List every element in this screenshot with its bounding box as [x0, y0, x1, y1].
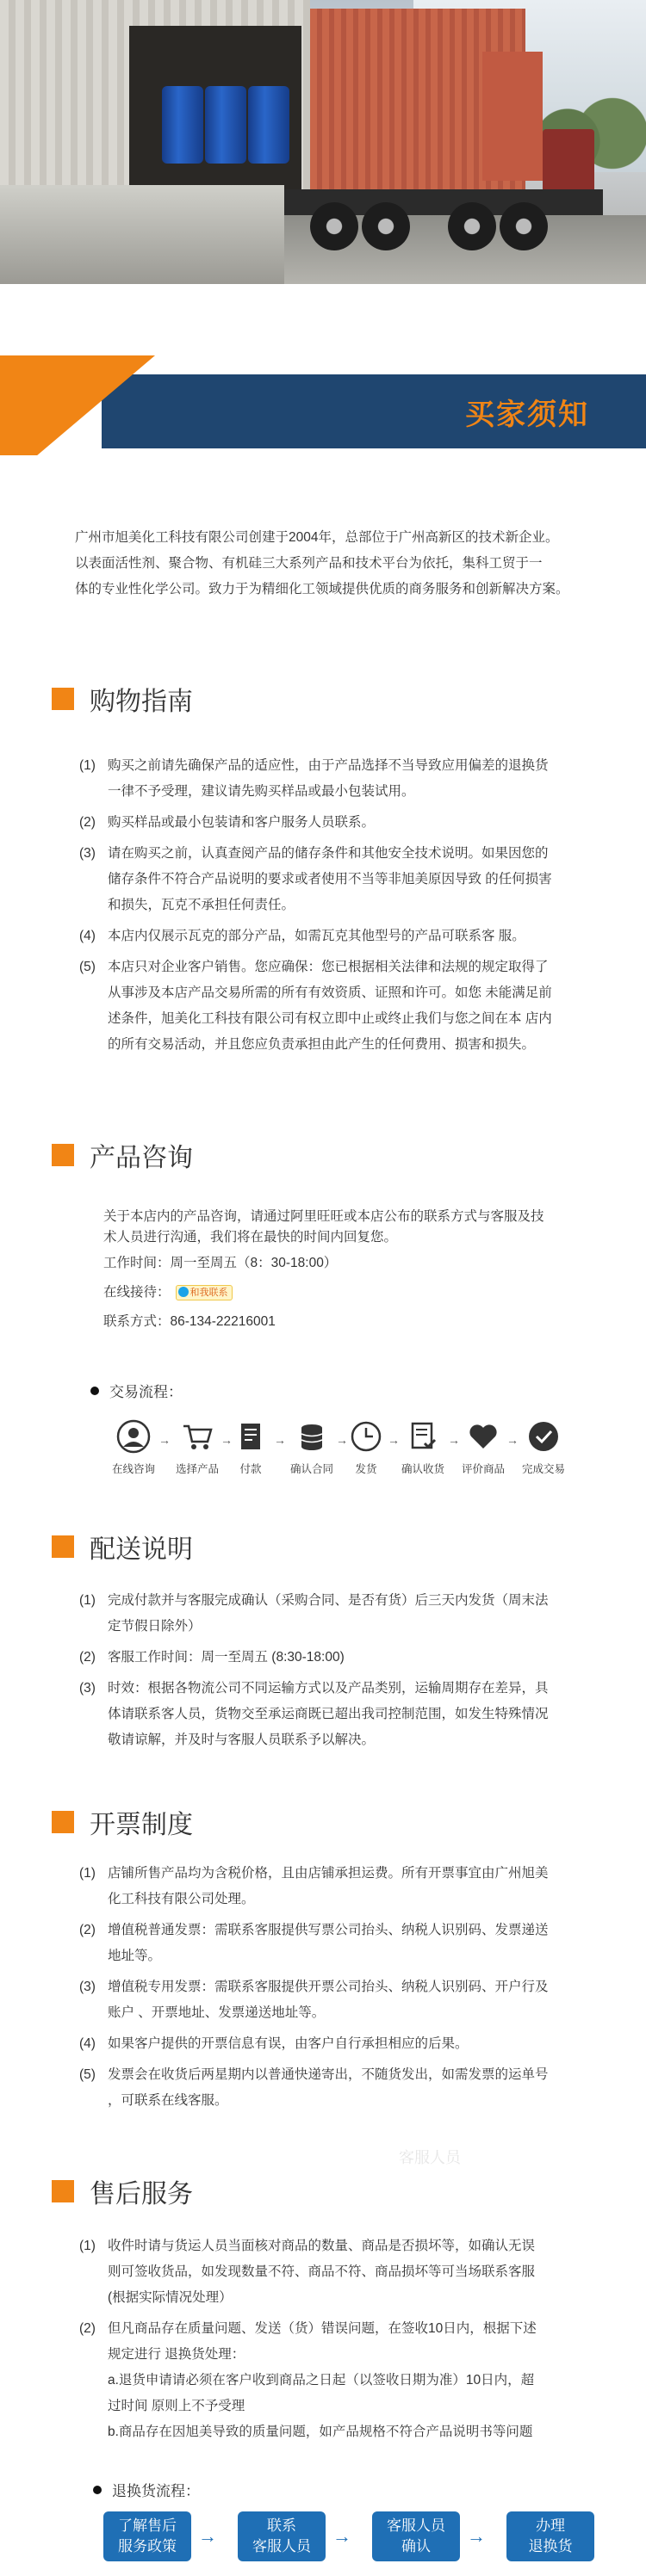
returnflow-title: 退换货流程：: [93, 2479, 200, 2500]
flow-step-3: 客服人员 确认: [372, 2511, 460, 2561]
list-item: (4) 如果客户提供的开票信息有误，由客户自行承担相应的后果。: [79, 2036, 469, 2051]
hero-photo: [0, 0, 646, 284]
cart-icon: [178, 1418, 216, 1455]
list-item: (3) 时效：根据各物流公司不同运输方式以及产品类别，运输周期存在差异，具 体请联系客人员，货物交至承运商既已超出我司控制范围，如发生特殊情况 敬请谅解，并及时与客服人员联系予以解决。: [79, 1681, 549, 1747]
list-item: (2) 增值税普通发票：需联系客服提供写票公司抬头、纳税人识别码、发票递送 地址等。: [79, 1923, 549, 1963]
list-item: (1) 完成付款并与客服完成确认（采购合同、是否有货）后三天内发货（周末法 定节假日除外）: [79, 1593, 549, 1634]
list-item: (1) 店铺所售产品均为含税价格，且由店铺承担运费。所有开票事宜由广州旭美 化工科技有限公司处理。: [79, 1866, 549, 1906]
process-title: 交易流程：: [90, 1380, 183, 1401]
section-heading-invoice: 开票制度: [52, 1805, 193, 1839]
arrow-right-icon: →: [467, 2525, 486, 2547]
coins-icon: [293, 1418, 331, 1455]
check-circle-icon: [525, 1418, 562, 1455]
list-item: (3) 增值税专用发票：需联系客服提供开票公司抬头、纳税人识别码、开户行及 账户 、开票地址、发票递送地址等。: [79, 1980, 549, 2020]
step-select-product: 选择产品: [165, 1418, 229, 1476]
step-online-consult: 在线咨询: [102, 1418, 165, 1476]
section-heading-aftersale: 售后服务: [52, 2174, 193, 2208]
wangwang-contact-button[interactable]: 和我联系: [176, 1285, 233, 1300]
step-review: 评价商品: [451, 1418, 515, 1476]
list-item: (1) 收件时请与货运人员当面核对商品的数量、商品是否损坏等，如确认无误 则可签收货品，如发现数量不符、商品不符、商品损坏等可当场联系客服 (根据实际情况处理）: [79, 2239, 536, 2305]
return-flow: [103, 2511, 637, 2565]
list-item: (5) 发票会在收货后两星期内以普通快递寄出，不随货发出，如需发票的运单号 ，可联系在线客服。: [79, 2067, 549, 2108]
document-icon: [232, 1418, 270, 1455]
step-complete: 完成交易: [512, 1418, 575, 1476]
title-banner: [0, 355, 646, 455]
list-item: (3) 请在购买之前，认真查阅产品的储存条件和其他安全技术说明。如果因您的 储存条件不符合产品说明的要求或者使用不当等非旭美原因导致 的任何损害 和损失，瓦克不承担任何责任。: [79, 846, 552, 912]
arrow-right-icon: →: [332, 2525, 351, 2547]
flow-step-2: 联系 客服人员: [238, 2511, 326, 2561]
step-confirm-receipt: 确认收货: [391, 1418, 455, 1476]
invoice-list: [79, 1861, 627, 2119]
heart-icon: [464, 1418, 502, 1455]
list-item: (1) 购买之前请先确保产品的适应性，由于产品选择不当导致应用偏差的退换货 一律不予受理，建议请先购买样品或最小包装试用。: [79, 758, 549, 799]
consult-info: 关于本店内的产品咨询，请通过阿里旺旺或本店公布的联系方式与客服及技 术人员进行沟通，我们将在最快的时间内回复您。 工作时间：周一至周五（8：30-18:00） 在线接待： 和我联系 联系方式：86-134-22216001: [103, 1209, 544, 1329]
aftersale-list: [79, 2233, 627, 2450]
wangwang-icon: [178, 1287, 189, 1297]
step-payment: 付款: [219, 1418, 283, 1476]
step-ship: 发货: [334, 1418, 398, 1476]
list-item: (2) 但凡商品存在质量问题、发送（货）错误问题，在签收10日内，根据下述 规定进行 退换货处理： a.退货申请请必须在客户收到商品之日起（以签收日期为准）10日内，超 过时间 原则上不予受理 b.商品存在因旭美导致的质量问题，如产品规格不符合产品说明书等问题: [79, 2321, 537, 2439]
clock-icon: [347, 1418, 385, 1455]
section-heading-delivery: 配送说明: [52, 1529, 193, 1564]
transaction-process: 在线咨询 → 选择产品 → 付款 → 确认合同 → 发货 → 确认收货 → 评价商品 → 完成交易: [102, 1418, 584, 1486]
arrow-right-icon: →: [198, 2525, 217, 2547]
flow-step-1: 了解售后 服务政策: [103, 2511, 191, 2561]
list-item: (2) 购买样品或最小包装请和客户服务人员联系。: [79, 815, 376, 830]
page-title: 买家须知: [465, 398, 589, 431]
list-item: (2) 客服工作时间：周一至周五 (8:30-18:00): [79, 1650, 345, 1665]
section-heading-shopping: 购物指南: [52, 682, 193, 716]
checklist-icon: [404, 1418, 442, 1455]
flow-step-4: 办理 退换货: [506, 2511, 594, 2561]
watermark-text: 客服人员: [399, 2149, 461, 2166]
delivery-list: [79, 1588, 627, 1758]
shopping-guide-list: [79, 753, 627, 1063]
list-item: (5) 本店只对企业客户销售。您应确保：您已根据相关法律和法规的规定取得了 从事涉及本店产品交易所需的所有有效资质、证照和许可。如您 未能满足前 述条件，旭美化工科技有限公司有权立即中止或终止我们与您之间在本 店内 的所有交易活动，并且您应负责承担由此产生的任何费用、损害和损失。: [79, 960, 552, 1052]
section-heading-consult: 产品咨询: [52, 1138, 193, 1172]
step-confirm-contract: 确认合同: [280, 1418, 344, 1476]
user-icon: [115, 1418, 152, 1455]
list-item: (4) 本店内仅展示瓦克的部分产品，如需瓦克其他型号的产品可联系客 服。: [79, 929, 525, 943]
company-intro: 广州市旭美化工科技有限公司创建于2004年，总部位于广州高新区的技术新企业。 以表面活性剂、聚合物、有机硅三大系列产品和技术平台为依托，集科工贸于一 体的专业性化学公司。致力于为精细化工领域提供优质的商务服务和创新解决方案。: [75, 530, 569, 596]
